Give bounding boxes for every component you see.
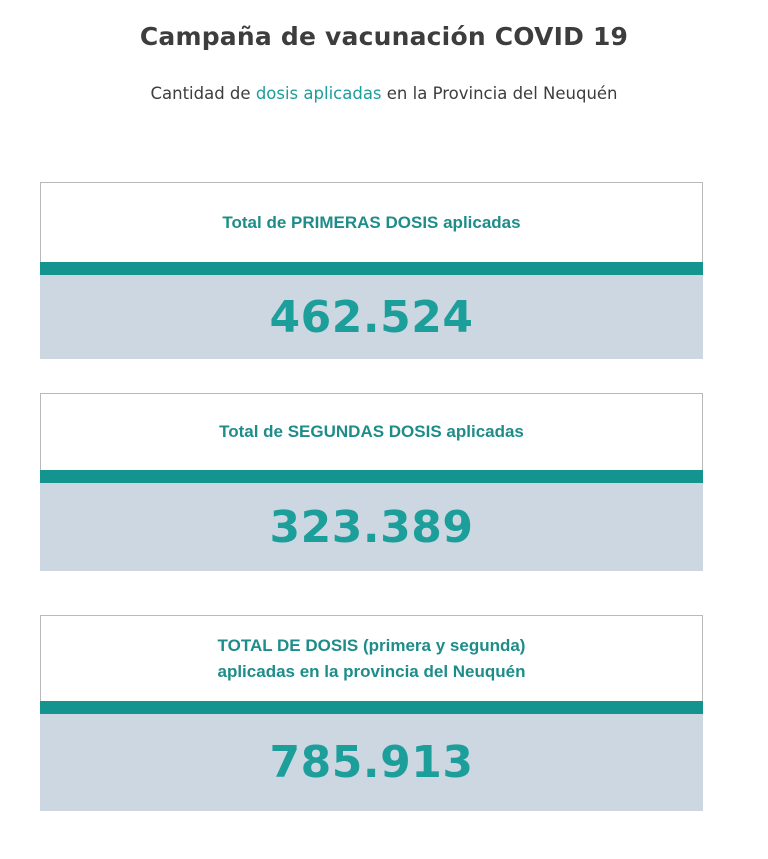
total-doses-label-line2: aplicadas en la provincia del Neuquén <box>217 661 526 681</box>
second-doses-label <box>219 419 524 445</box>
subtitle-highlight: dosis aplicadas <box>255 84 382 103</box>
total-doses-label-line1: TOTAL DE DOSIS (primera y segunda) <box>217 635 526 655</box>
first-doses-label-box <box>40 182 703 262</box>
first-doses-accent-bar <box>40 262 703 275</box>
page-subtitle <box>0 84 768 103</box>
first-doses-label <box>222 210 520 236</box>
total-doses-value: 785.913 <box>269 737 474 788</box>
second-doses-label-line1: Total de SEGUNDAS DOSIS aplicadas <box>219 422 524 441</box>
total-doses-label <box>218 633 526 685</box>
total-doses-value-box <box>40 714 703 811</box>
second-doses-value: 323.389 <box>269 501 474 553</box>
total-doses-accent-bar <box>40 701 703 714</box>
subtitle-prefix: Cantidad de <box>150 84 256 103</box>
second-doses-card <box>40 393 703 571</box>
second-doses-accent-bar <box>40 470 703 483</box>
first-doses-value-box <box>40 275 703 359</box>
second-doses-value-box <box>40 483 703 571</box>
page-title: Campaña de vacunación COVID 19 <box>139 22 629 51</box>
total-doses-card <box>40 615 703 811</box>
second-doses-label-box <box>40 393 703 470</box>
subtitle-suffix: en la Provincia del Neuquén <box>381 84 618 103</box>
total-doses-label-box <box>40 615 703 701</box>
first-doses-card <box>40 182 703 359</box>
first-doses-label-line1: Total de PRIMERAS DOSIS aplicadas <box>222 212 521 232</box>
first-doses-value: 462.524 <box>269 291 474 343</box>
